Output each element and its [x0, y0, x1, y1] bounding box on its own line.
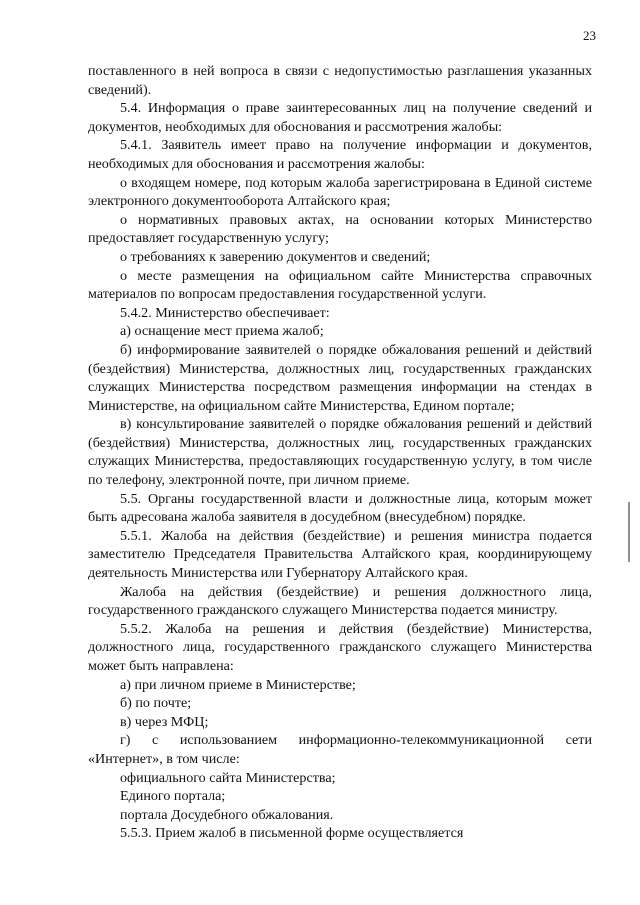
scan-edge-mark	[628, 502, 630, 562]
paragraph: о входящем номере, под которым жалоба зарегистрирована в Единой системе электронного документооборота Алтайского края;	[88, 174, 592, 210]
paragraph: б) по почте;	[120, 695, 192, 712]
paragraph: 5.4.2. Министерство обеспечивает:	[120, 304, 330, 321]
paragraph: 5.5.2. Жалоба на решения и действия (бездействие) Министерства, должностного лица, государственного гражданского служащего Министерства может быть направлена:	[88, 620, 592, 674]
paragraph: Единого портала;	[120, 788, 226, 805]
paragraph: 5.5.1. Жалоба на действия (бездействие) и решения министра подается заместителю Председателя Правительства Алтайского края, координирующему деятельность Министерства или Губернатору Алтайского края.	[88, 527, 592, 582]
document-body	[88, 62, 592, 843]
paragraph: Жалоба на действия (бездействие) и решения должностного лица, государственного гражданского служащего Министерства подается министру.	[88, 583, 592, 619]
paragraph: портала Досудебного обжалования.	[120, 806, 334, 823]
paragraph: г) с использованием информационно-телекоммуникационной сети «Интернет», в том числе:	[88, 732, 592, 767]
paragraph: о месте размещения на официальном сайте Министерства справочных материалов по вопросам предоставления государственной услуги.	[88, 267, 592, 303]
paragraph: о нормативных правовых актах, на основании которых Министерство предоставляет государственную услугу;	[88, 211, 592, 247]
paragraph: в) через МФЦ;	[120, 713, 209, 730]
paragraph: а) оснащение мест приема жалоб;	[120, 323, 324, 340]
paragraph: поставленного в ней вопроса в связи с недопустимостью разглашения указанных сведений).	[88, 63, 592, 98]
paragraph: а) при личном приеме в Министерстве;	[120, 676, 356, 693]
paragraph: официального сайта Министерства;	[120, 769, 336, 786]
paragraph: 5.4. Информация о праве заинтересованных лиц на получение сведений и документов, необходимых для обоснования и рассмотрения жалобы:	[88, 100, 592, 135]
paragraph: в) консультирование заявителей о порядке обжалования решений и действий (бездействия) Министерства, должностных лиц, государственных гражданских служащих Министерства, предоставляющих государственную услугу, в том числе по телефону, электронной почте, при личном приеме.	[88, 416, 592, 489]
paragraph: 5.5.3. Прием жалоб в письменной форме осуществляется	[120, 825, 464, 842]
paragraph: 5.5. Органы государственной власти и должностные лица, которым может быть адресована жалоба заявителя в досудебном (внесудебном) порядке.	[88, 490, 592, 526]
paragraph: б) информирование заявителей о порядке обжалования решений и действий (бездействия) Министерства, должностных лиц, государственных гражданских служащих Министерства посредством размещения информации на стендах в Министерстве, на официальном сайте Министерства, Едином портале;	[88, 341, 592, 414]
paragraph: 5.4.1. Заявитель имеет право на получение информации и документов, необходимых для обоснования и рассмотрения жалобы:	[88, 137, 592, 172]
page-number: 23	[583, 28, 596, 43]
paragraph: о требованиях к заверению документов и сведений;	[120, 248, 431, 265]
